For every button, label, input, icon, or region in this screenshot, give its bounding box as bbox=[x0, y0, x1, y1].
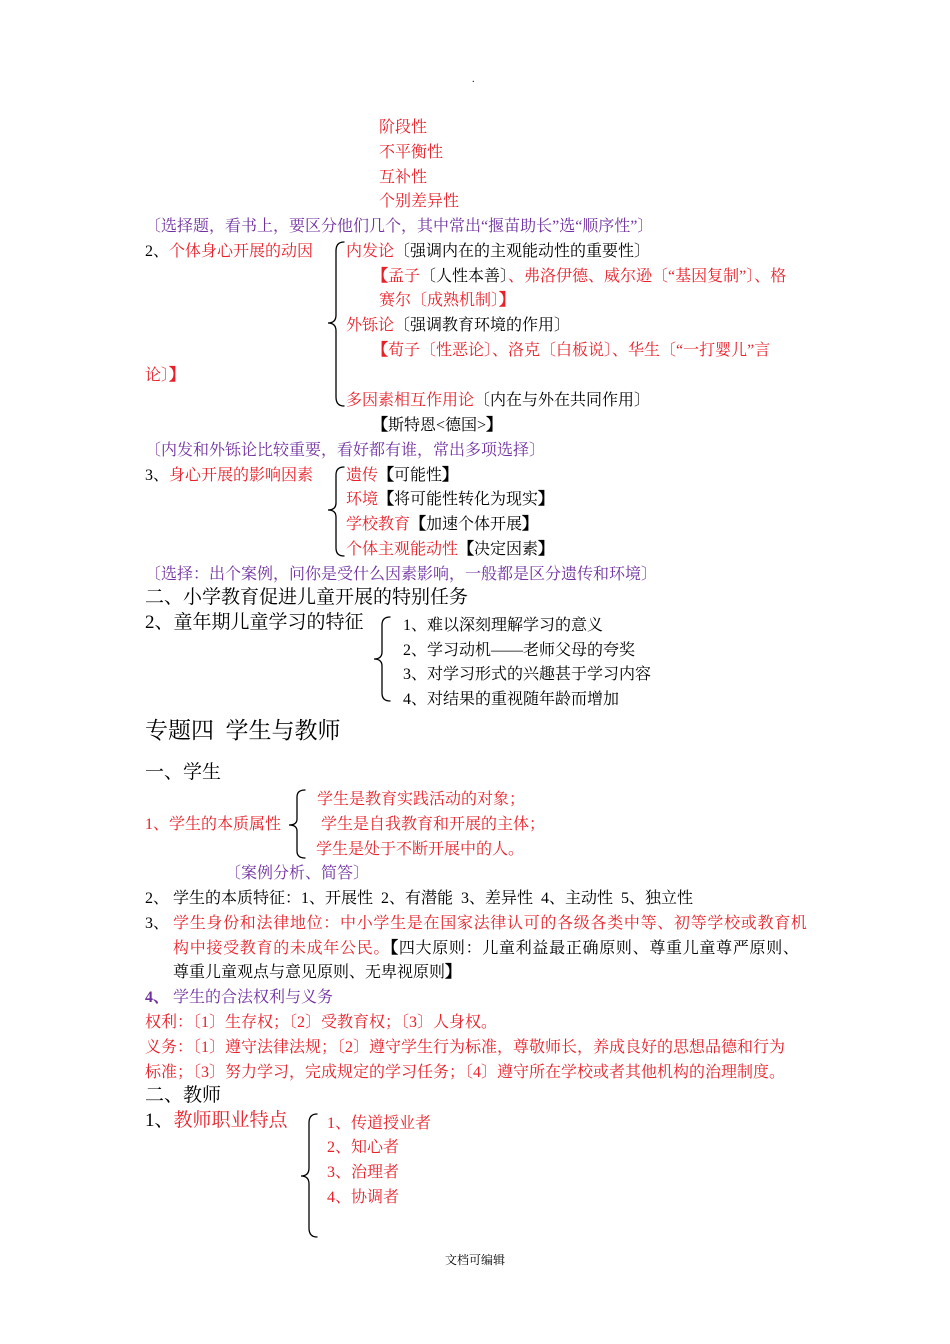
list-number: 4、 bbox=[145, 989, 170, 1006]
endogenous-people-line bbox=[379, 291, 515, 311]
principles-text: 四大原则：儿童利益最正确原则、尊重儿童尊严原则、 bbox=[398, 940, 800, 957]
student-traits: 学生的本质特征：1、开展性 2、有潜能 3、差异性 4、主动性 5、独立性 bbox=[173, 890, 694, 907]
exogenous-people-line bbox=[372, 341, 770, 361]
bracket-open: 【 bbox=[372, 417, 389, 434]
list-number: 3、 bbox=[145, 915, 170, 932]
teacher-trait-item: 1、传道授业者 bbox=[327, 1115, 432, 1132]
interaction-people-line bbox=[372, 416, 502, 436]
nature-brace bbox=[287, 789, 307, 859]
header-mark: . bbox=[472, 74, 475, 85]
factor-item bbox=[346, 540, 554, 560]
legal-status-line: 学生身份和法律地位：中小学生是在国家法律认可的各级各类中等、初等学校或教育机 bbox=[173, 915, 808, 932]
bracket-open: 【 bbox=[372, 268, 389, 285]
factor-name: 个体主观能动性 bbox=[346, 541, 459, 558]
people-text: 论〕 bbox=[145, 367, 170, 384]
factor-name: 环境 bbox=[346, 491, 379, 508]
interaction-theory bbox=[346, 391, 650, 411]
legal-text: 构中接受教育的未成年公民。 bbox=[173, 940, 391, 957]
bracket-close: 】 bbox=[499, 292, 516, 309]
bracket-close: 】 bbox=[169, 367, 186, 384]
theory-desc: 〔内在与外在共同作用〕 bbox=[474, 392, 651, 409]
learning-title: 2、童年期儿童学习的特征 bbox=[145, 612, 364, 633]
exogenous-people-line bbox=[145, 366, 185, 386]
causes-number: 2、 bbox=[145, 243, 170, 260]
learning-item: 2、学习动机——老师父母的夸奖 bbox=[403, 642, 636, 659]
causes-note: 〔内发和外铄论比较重要，看好都有谁，常出多项选择〕 bbox=[145, 442, 546, 459]
traits-note: 〔选择题，看书上，要区分他们几个，其中常出“揠苗助长”选“顺序性”〕 bbox=[145, 218, 654, 235]
teacher-traits-heading bbox=[145, 1109, 288, 1133]
trait-item: 不平衡性 bbox=[379, 144, 444, 161]
bracket-open: 【 bbox=[410, 516, 427, 533]
factor-role: 可能性 bbox=[394, 467, 443, 484]
legal-status-line bbox=[173, 963, 461, 983]
people-rest: 赛尔〔成熟机制〕 bbox=[379, 292, 500, 309]
bracket-open: 【 bbox=[372, 342, 389, 359]
factor-role: 决定因素 bbox=[474, 541, 539, 558]
bracket-open: 【 bbox=[378, 467, 395, 484]
theory-name: 多因素相互作用论 bbox=[346, 392, 475, 409]
nature-item: 学生是处于不断开展中的人。 bbox=[316, 841, 525, 858]
factors-heading bbox=[145, 466, 313, 486]
bracket-open: 【 bbox=[458, 541, 475, 558]
bracket-close: 】 bbox=[522, 516, 539, 533]
learning-item: 4、对结果的重视随年龄而增加 bbox=[403, 691, 620, 708]
topic-title: 专题四 学生与教师 bbox=[145, 718, 341, 743]
people-rest: 、弗洛伊德、威尔逊〔“基因复制”〕、格 bbox=[508, 268, 787, 285]
causes-brace bbox=[326, 241, 346, 407]
theory-name: 外铄论 bbox=[346, 317, 395, 334]
factor-name: 遗传 bbox=[346, 467, 379, 484]
nature-title: 1、学生的本质属性 bbox=[145, 816, 282, 833]
duties-line: 标准；〔3〕努力学习，完成规定的学习任务；〔4〕遵守所在学校或者其他机构的治理制度。 bbox=[145, 1064, 786, 1081]
factor-name: 学校教育 bbox=[346, 516, 411, 533]
factor-item bbox=[346, 490, 554, 510]
bracket-open: 【 bbox=[378, 491, 395, 508]
duties-line: 义务：〔1〕遵守法律法规；〔2〕遵守学生行为标准，尊敬师长，养成良好的思想品德和行为 bbox=[145, 1039, 786, 1056]
teacher-traits-brace bbox=[299, 1113, 319, 1238]
teacher-trait-item: 3、治理者 bbox=[327, 1164, 400, 1181]
endogenous-people-line bbox=[372, 267, 786, 287]
theory-name: 内发论 bbox=[346, 243, 395, 260]
learning-item: 3、对学习形式的兴趣甚于学习内容 bbox=[403, 666, 652, 683]
person-view: 〔人性本善〕 bbox=[420, 268, 509, 285]
endogenous-theory bbox=[346, 242, 650, 262]
exogenous-theory bbox=[346, 316, 570, 336]
legal-status-line bbox=[173, 939, 800, 959]
teacher-traits-title: 教师职业特点 bbox=[173, 1110, 288, 1131]
trait-item: 阶段性 bbox=[379, 119, 428, 136]
students-heading: 一、学生 bbox=[145, 762, 222, 783]
bracket-close: 】 bbox=[486, 417, 503, 434]
bracket-close: 】 bbox=[445, 964, 462, 981]
principles-text: 尊重儿童观点与意见原则、无卑视原则 bbox=[173, 964, 446, 981]
factors-number: 3、 bbox=[145, 467, 170, 484]
theory-desc: 〔强调内在的主观能动性的重要性〕 bbox=[394, 243, 651, 260]
list-number: 1、 bbox=[145, 1110, 174, 1131]
page-footer: 文档可编辑 bbox=[444, 1253, 505, 1267]
person-name: 孟子 bbox=[388, 268, 421, 285]
learning-item: 1、难以深刻理解学习的意义 bbox=[403, 617, 604, 634]
causes-title: 个体身心开展的动因 bbox=[169, 243, 314, 260]
trait-item: 个别差异性 bbox=[379, 193, 460, 210]
nature-note: 〔案例分析、简答〕 bbox=[225, 865, 370, 882]
trait-item: 互补性 bbox=[379, 169, 428, 186]
nature-item: 学生是自我教育和开展的主体； bbox=[321, 816, 546, 833]
factors-title: 身心开展的影响因素 bbox=[169, 467, 314, 484]
factors-brace bbox=[326, 466, 346, 557]
rights-duties-title: 学生的合法权利与义务 bbox=[173, 989, 334, 1006]
factor-role: 加速个体开展 bbox=[426, 516, 523, 533]
bracket-close: 】 bbox=[538, 541, 555, 558]
learning-brace bbox=[372, 616, 392, 702]
rights-line: 权利：〔1〕生存权；〔2〕受教育权；〔3〕人身权。 bbox=[145, 1014, 498, 1031]
teachers-heading: 二、教师 bbox=[145, 1085, 222, 1106]
people-text: 斯特恩<德国> bbox=[388, 417, 487, 434]
teacher-trait-item: 4、协调者 bbox=[327, 1189, 400, 1206]
bracket-close: 】 bbox=[538, 491, 555, 508]
bracket-close: 】 bbox=[442, 467, 459, 484]
factor-item bbox=[346, 466, 458, 486]
factor-role: 将可能性转化为现实 bbox=[394, 491, 539, 508]
nature-item: 学生是教育实践活动的对象； bbox=[317, 791, 526, 808]
teacher-trait-item: 2、知心者 bbox=[327, 1139, 400, 1156]
factor-item bbox=[346, 515, 538, 535]
causes-heading bbox=[145, 242, 313, 262]
factors-note: 〔选择：出个案例，问你是受什么因素影响，一般都是区分遗传和环境〕 bbox=[145, 566, 658, 583]
section-heading: 二、小学教育促进儿童开展的特别任务 bbox=[145, 587, 469, 608]
list-number: 2、 bbox=[145, 890, 170, 907]
theory-desc: 〔强调教育环境的作用〕 bbox=[394, 317, 571, 334]
people-text: 荀子〔性恶论〕、洛克〔白板说〕、华生〔“一打婴儿”言 bbox=[388, 342, 771, 359]
bracket-open: 【 bbox=[390, 940, 399, 957]
